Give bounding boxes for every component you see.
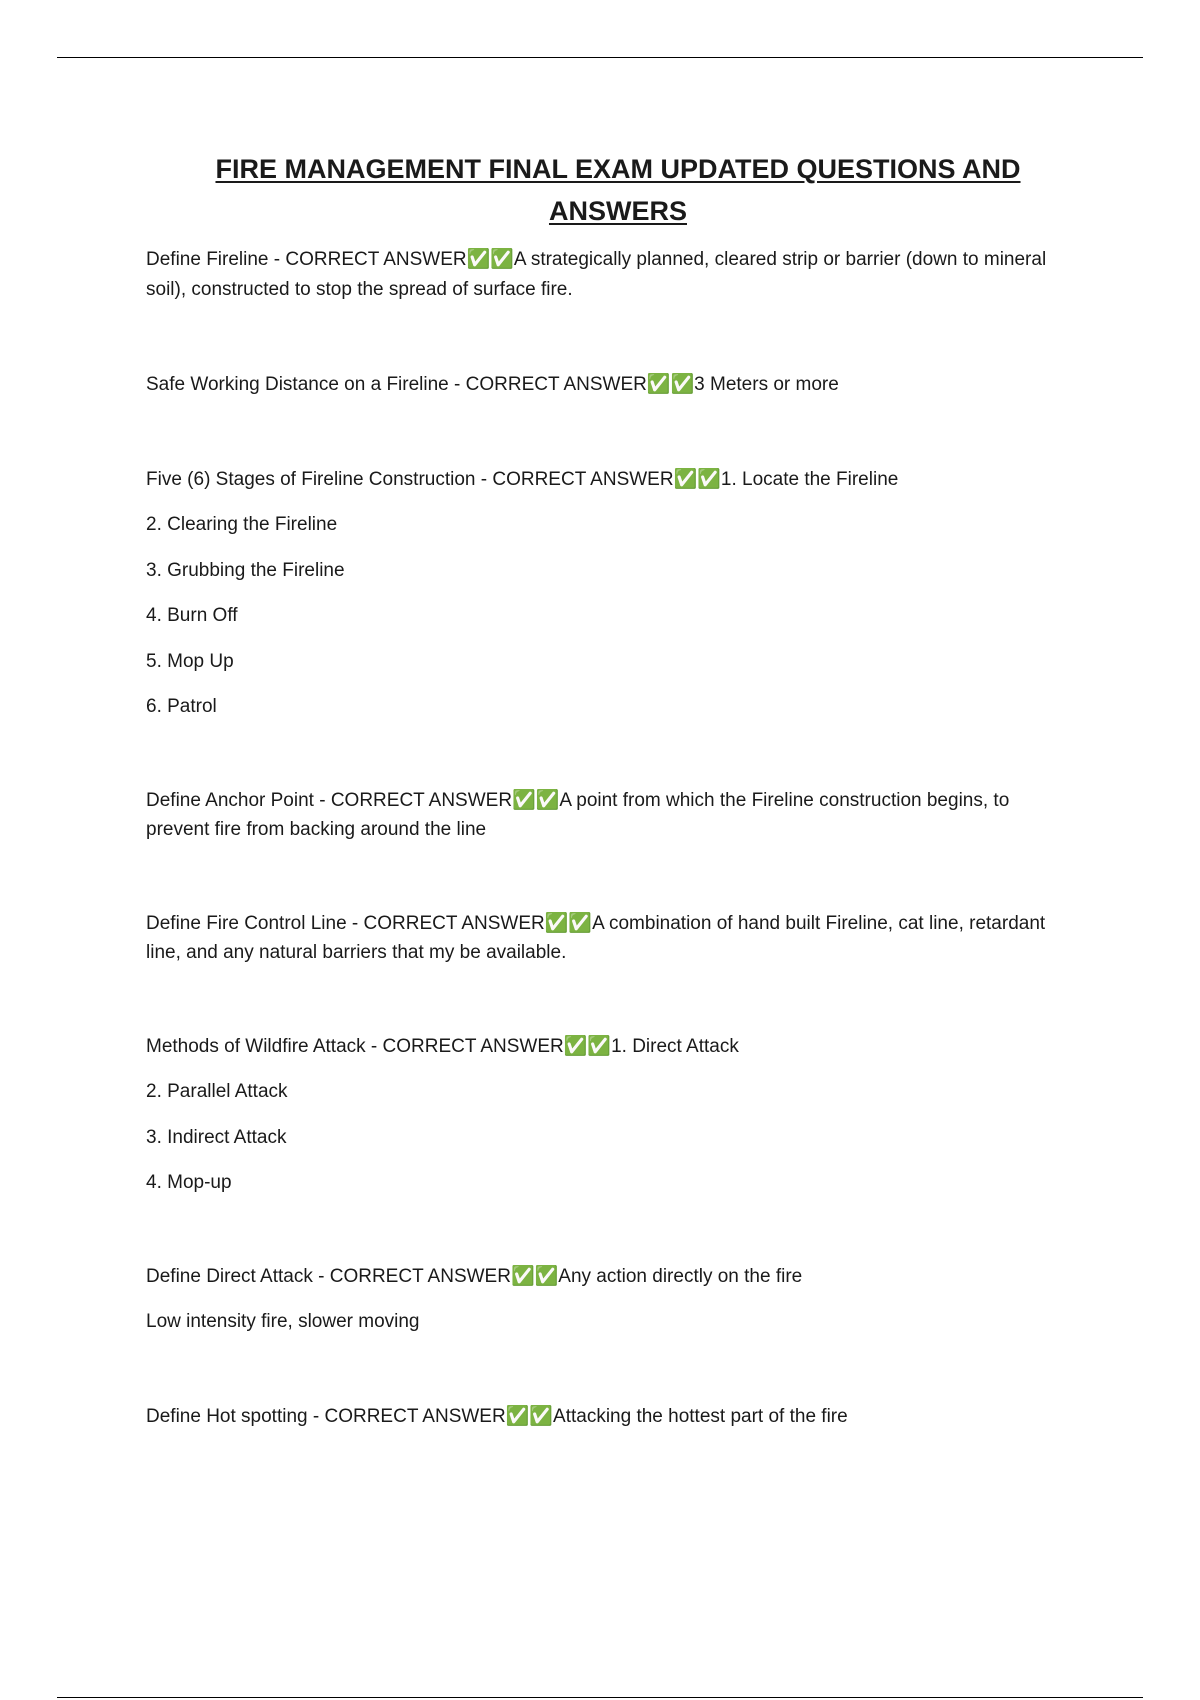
- title-line-1: FIRE MANAGEMENT FINAL EXAM UPDATED QUESTIONS AND: [215, 154, 1021, 184]
- qa-line: Define Anchor Point - CORRECT ANSWER✅✅A point from which the Fireline construction begins, to: [146, 790, 1010, 811]
- qa-line: 6. Patrol: [146, 696, 217, 717]
- qa-line: 3. Grubbing the Fireline: [146, 560, 345, 581]
- qa-line: 2. Clearing the Fireline: [146, 514, 338, 535]
- qa-line: Define Fireline - CORRECT ANSWER✅✅A strategically planned, cleared strip or barrier (down to mineral: [146, 249, 1047, 270]
- qa-line: 5. Mop Up: [146, 651, 234, 672]
- qa-line: 2. Parallel Attack: [146, 1081, 288, 1102]
- qa-line: Define Hot spotting - CORRECT ANSWER✅✅Attacking the hottest part of the fire: [146, 1406, 848, 1427]
- title-line-2: ANSWERS: [548, 196, 687, 226]
- qa-line: Five (6) Stages of Fireline Construction - CORRECT ANSWER✅✅1. Locate the Fireline: [146, 469, 899, 490]
- top-rule: [57, 57, 1143, 58]
- qa-line: 4. Burn Off: [146, 605, 238, 626]
- qa-line: Define Direct Attack - CORRECT ANSWER✅✅Any action directly on the fire: [146, 1266, 803, 1287]
- qa-line: 3. Indirect Attack: [146, 1127, 287, 1148]
- qa-line: soil), constructed to stop the spread of surface fire.: [146, 279, 573, 300]
- qa-line: Safe Working Distance on a Fireline - CORRECT ANSWER✅✅3 Meters or more: [146, 374, 839, 395]
- qa-line: prevent fire from backing around the line: [146, 819, 487, 840]
- qa-line: Define Fire Control Line - CORRECT ANSWER✅✅A combination of hand built Fireline, cat line, retardant: [146, 913, 1046, 934]
- qa-line: 4. Mop-up: [146, 1172, 232, 1193]
- qa-line: Low intensity fire, slower moving: [146, 1311, 420, 1332]
- qa-line: line, and any natural barriers that my be available.: [146, 942, 567, 963]
- qa-line: Methods of Wildfire Attack - CORRECT ANSWER✅✅1. Direct Attack: [146, 1036, 739, 1057]
- bottom-rule: [57, 1697, 1143, 1698]
- document-title: [146, 148, 1090, 232]
